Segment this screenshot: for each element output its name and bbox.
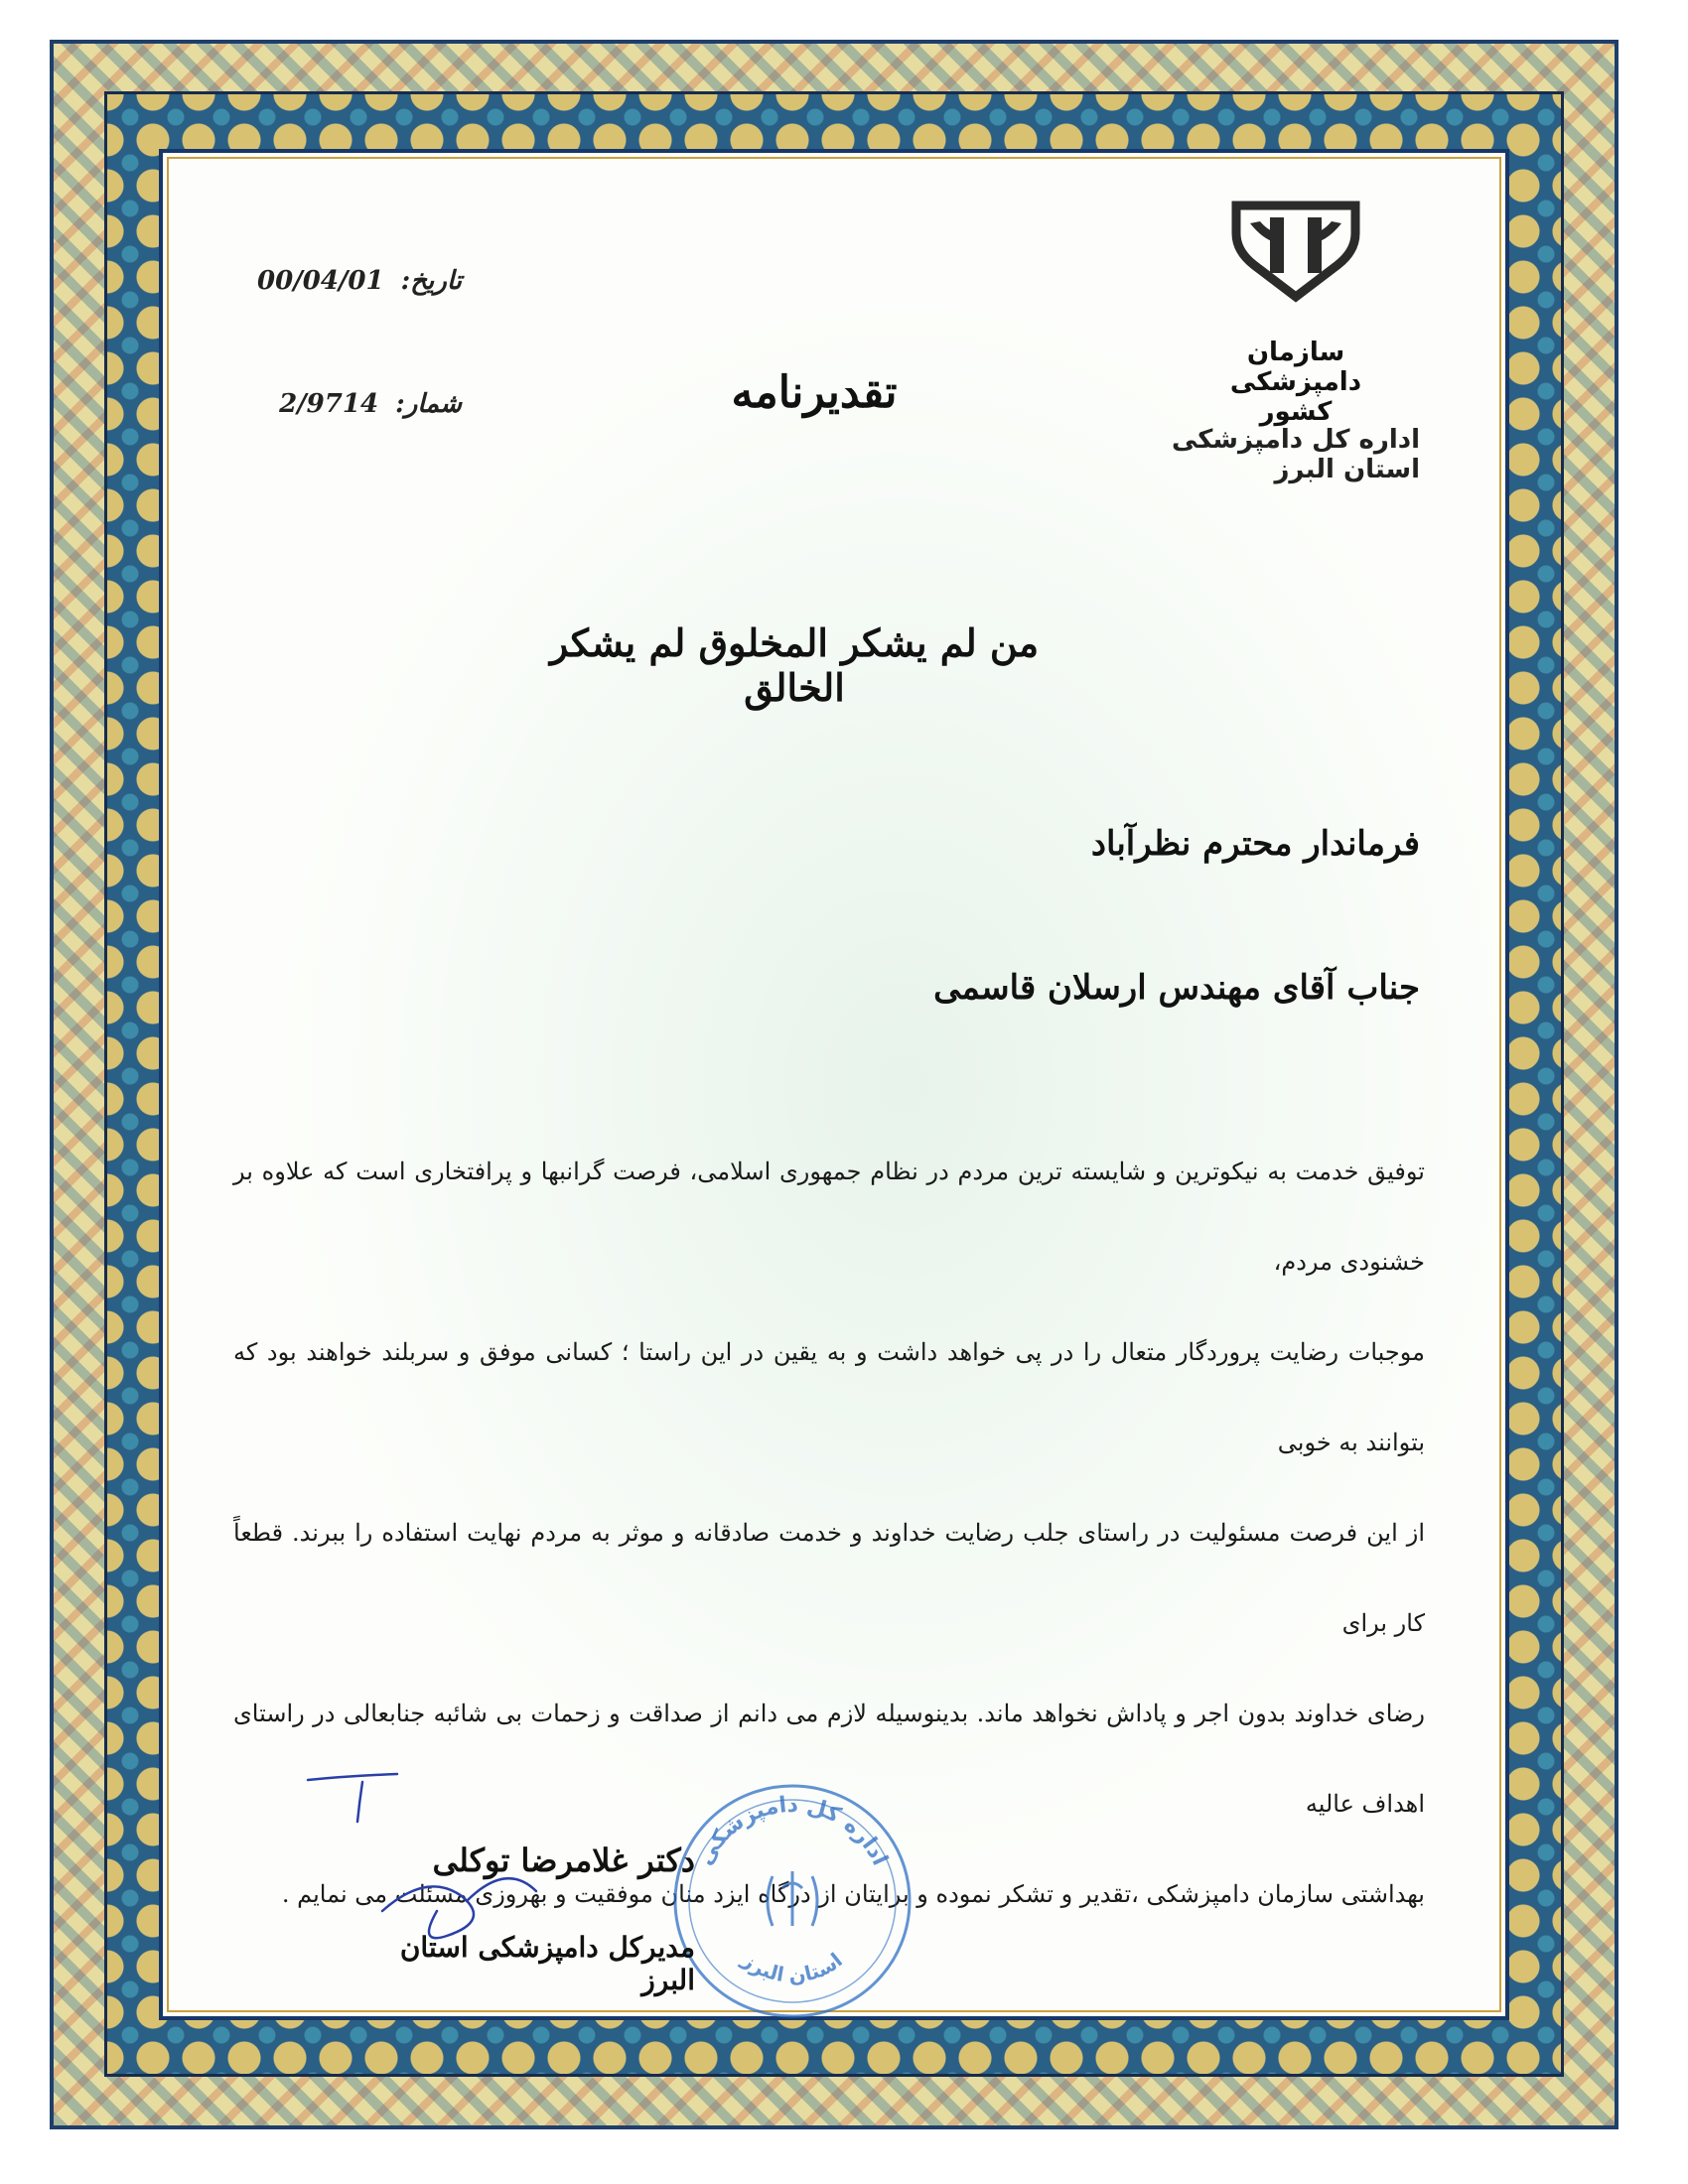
organization-logo-icon — [1226, 194, 1365, 303]
hadith-quote: من لم یشکر المخلوق لم یشکر الخالق — [549, 620, 1040, 710]
body-line: از این فرصت مسئولیت در راستای جلب رضایت خداوند و خدمت صادقانه و موثر به مردم نهایت استفاده را ببرند. قطعاً کار برای — [233, 1519, 1425, 1637]
body-line: موجبات رضایت پروردگار متعال را در پی خواهد داشت و به یقین در این راستا ؛ کسانی موفق و سربلند خواهند بود که بتوانند به خوبی — [233, 1338, 1425, 1456]
svg-text:استان البرز — [737, 1947, 846, 1987]
stamp-bottom-text: استان البرز — [738, 1948, 847, 1987]
date-value: 00/04/01 — [257, 266, 384, 296]
addressee-position: فرماندار محترم نظرآباد — [1090, 824, 1420, 864]
certificate-title: تقدیرنامه — [731, 367, 898, 418]
date-field — [204, 266, 462, 296]
reference-number-value: 2/9714 — [279, 389, 379, 419]
body-line: رضای خداوند بدون اجر و پاداش نخواهد ماند. بدینوسیله لازم می دانم از صداقت و زحمات بی شائبه جنابعالی در راستای اهداف عالیه — [233, 1700, 1425, 1818]
stamp-top-text: اداره کل دامپزشکی — [692, 1792, 893, 1870]
organization-name: سازمان دامپزشکی کشور — [1229, 338, 1362, 427]
reference-number-field — [204, 389, 462, 419]
signatory-name: دکتر غلامرضا توکلی — [432, 1842, 695, 1879]
official-stamp-icon — [663, 1777, 921, 2025]
date-label: تاریخ: — [400, 266, 462, 296]
reference-number-label: شمار: — [395, 389, 462, 419]
addressee-name: جناب آقای مهندس ارسلان قاسمی — [933, 968, 1420, 1008]
signatory-title: مدیرکل دامپزشکی استان البرز — [399, 1931, 695, 1996]
svg-text:اداره کل دامپزشکی — [693, 1793, 893, 1869]
body-line: توفیق خدمت به نیکوترین و شایسته ترین مردم در نظام جمهوری اسلامی، فرصت گرانبها و پرافتخاری است که علاوه بر خشنودی مردم، — [233, 1158, 1425, 1276]
department-name: اداره کل دامپزشکی استان البرز — [1171, 425, 1420, 484]
body-line: بهداشتی سازمان دامپزشکی ،تقدیر و تشکر نموده و برایتان از درگاه ایزد منان موفقیت و بهروزی مسئلت می نمایم . — [281, 1880, 1425, 1908]
